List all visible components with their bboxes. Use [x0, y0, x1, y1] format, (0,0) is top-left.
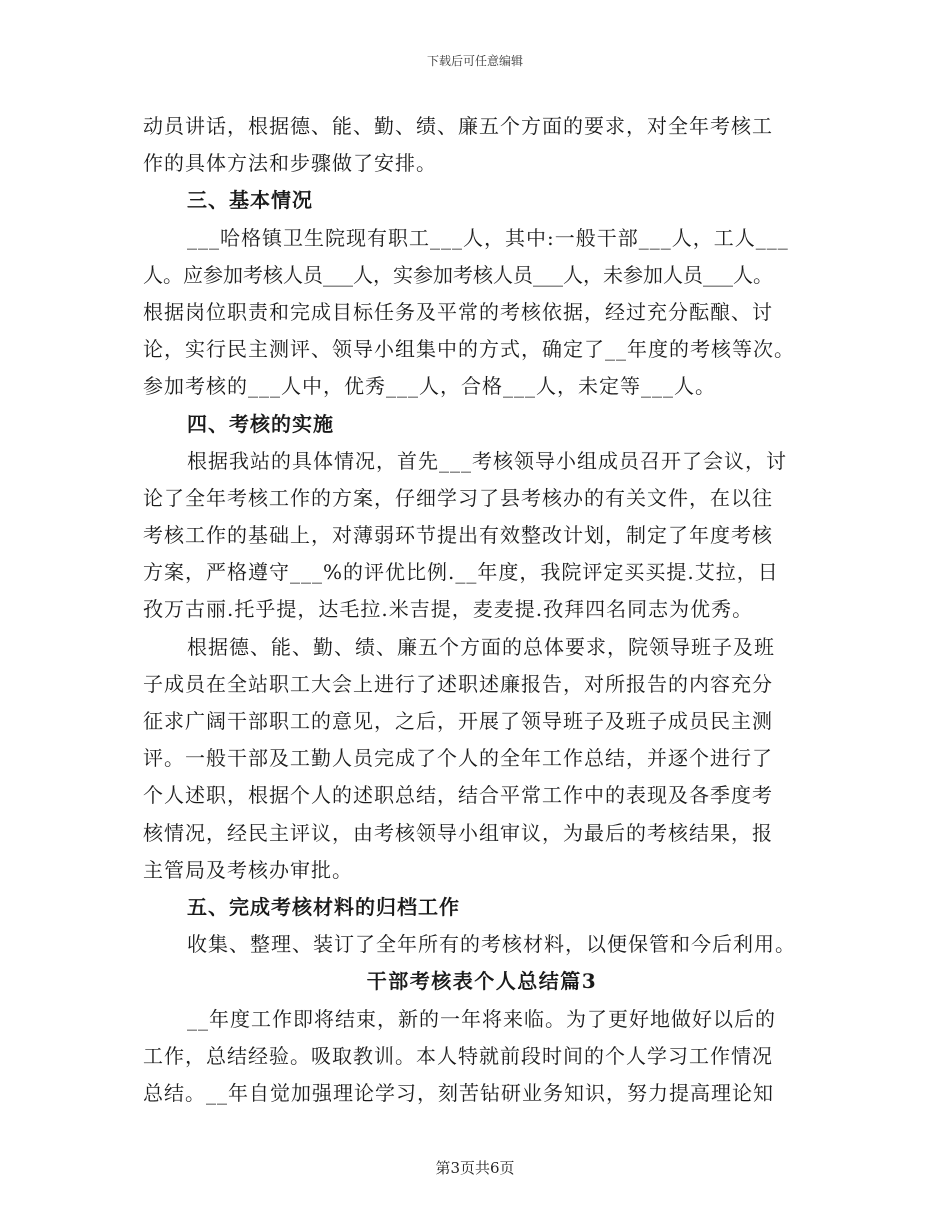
body-line: 考核工作的基础上，对薄弱环节提出有效整改计划，制定了年度考核 [143, 523, 773, 548]
body-line: 参加考核的___人中，优秀___人，合格___人，未定等___人。 [143, 374, 716, 399]
body-line: 方案，严格遵守___%的评优比例.__年度，我院评定买买提.艾拉，日 [143, 560, 779, 585]
body-line: 总结。__年自觉加强理论学习，刻苦钻研业务知识，努力提高理论知 [143, 1080, 774, 1105]
body-line: 核情况，经民主评议，由考核领导小组审议，为最后的考核结果，报 [143, 820, 773, 845]
section-heading: 三、基本情况 [187, 188, 313, 213]
section-heading: 五、完成考核材料的归档工作 [187, 894, 460, 919]
body-line: 论，实行民主测评、领导小组集中的方式，确定了__年度的考核等次。 [143, 337, 795, 362]
paragraph-first-line: 根据德、能、勤、绩、廉五个方面的总体要求，院领导班子及班 [187, 634, 775, 659]
page-footer: 第3页共6页 [435, 1159, 515, 1177]
body-line: 评。一般干部及工勤人员完成了个人的全年工作总结，并逐个进行了 [143, 746, 773, 771]
document-body [143, 108, 821, 1112]
body-line: 孜万古丽.托乎提，达毛拉.米吉提，麦麦提.孜拜四名同志为优秀。 [143, 597, 754, 622]
body-line: 人。应参加考核人员___人，实参加考核人员___人，未参加人员___人。 [143, 262, 773, 287]
paragraph-first-line: ___哈格镇卫生院现有职工___人，其中:一般干部___人，工人___ [187, 225, 789, 250]
body-line: 动员讲话，根据德、能、勤、绩、廉五个方面的要求，对全年考核工 [143, 114, 773, 138]
body-line: 子成员在全站职工大会上进行了述职述廉报告，对所报告的内容充分 [143, 671, 773, 696]
body-line: 主管局及考核办审批。 [143, 857, 353, 882]
article-title: 干部考核表个人总结篇3 [366, 969, 598, 994]
section-heading: 四、考核的实施 [187, 411, 334, 436]
body-line: 根据岗位职责和完成目标任务及平常的考核依据，经过充分酝酿、讨 [143, 299, 773, 324]
paragraph-first-line: 根据我站的具体情况，首先___考核领导小组成员召开了会议，讨 [187, 448, 787, 473]
body-line: 征求广阔干部职工的意见，之后，开展了领导班子及班子成员民主测 [143, 709, 773, 733]
body-line: 工作，总结经验。吸取教训。本人特就前段时间的个人学习工作情况 [143, 1043, 773, 1068]
body-line: 个人述职，根据个人的述职总结，结合平常工作中的表现及各季度考 [143, 783, 773, 808]
paragraph-first-line: 收集、整理、装订了全年所有的考核材料，以便保管和今后利用。 [187, 932, 796, 957]
body-line: 作的具体方法和步骤做了安排。 [143, 151, 437, 176]
paragraph-first-line: __年度工作即将结束，新的一年将来临。为了更好地做好以后的 [187, 1006, 776, 1031]
body-line: 论了全年考核工作的方案，仔细学习了县考核办的有关文件，在以往 [143, 485, 773, 510]
page-header: 下载后可任意编辑 [426, 54, 523, 68]
